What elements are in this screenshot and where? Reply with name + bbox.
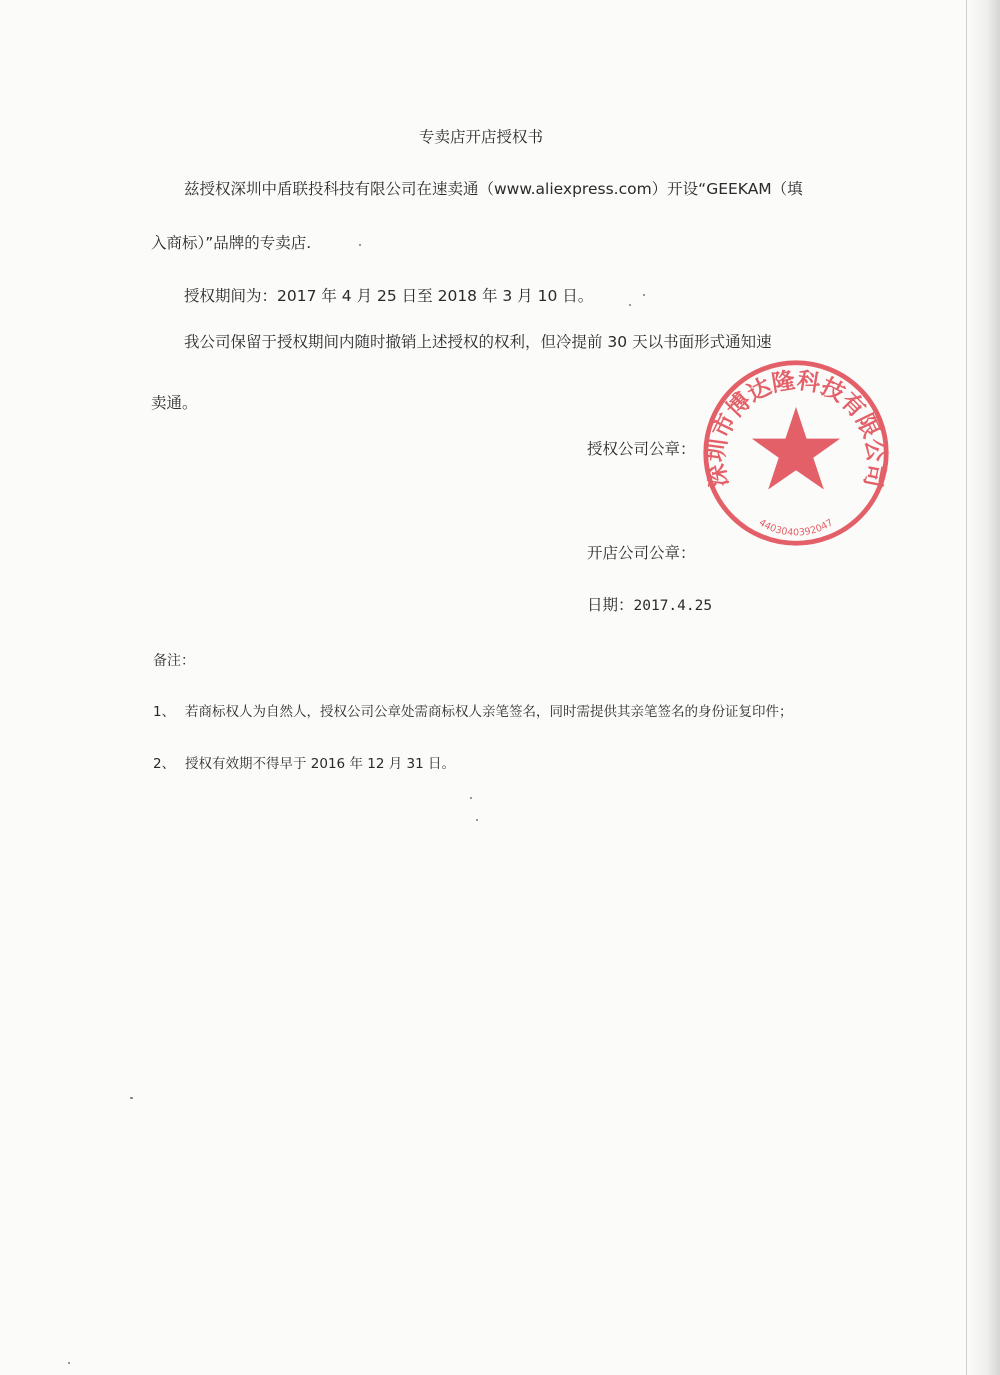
note-text: 授权有效期不得早于 2016 年 12 月 31 日。 [185, 756, 455, 772]
scan-speck [359, 244, 361, 246]
note-number: 1、 [153, 704, 176, 720]
authorizer-seal-label: 授权公司公章： [587, 440, 696, 458]
authorization-period: 授权期间为：2017 年 4 月 25 日至 2018 年 3 月 10 日。 [184, 287, 594, 305]
date-label: 日期： [587, 596, 634, 614]
note-item [153, 754, 455, 774]
svg-text:4403040392047 [757, 517, 835, 538]
scan-edge-line [966, 0, 967, 1375]
scan-speck [68, 1362, 70, 1364]
revocation-paragraph-line-2: 卖通。 [151, 394, 198, 412]
note-text: 若商标权人为自然人，授权公司公章处需商标权人亲笔签名，同时需提供其亲笔签名的身份证复印件； [185, 704, 793, 720]
note-number: 2、 [153, 756, 176, 772]
scan-speck [476, 819, 478, 821]
scan-speck [470, 797, 472, 799]
seal-star-icon [752, 407, 840, 490]
date-line [587, 595, 712, 616]
note-item [153, 702, 793, 722]
authorization-paragraph-line-2: 入商标）”品牌的专卖店. [151, 234, 312, 252]
document-title: 专卖店开店授权书 [419, 128, 544, 146]
scan-speck [643, 294, 645, 296]
notes-heading: 备注： [153, 653, 195, 669]
seal-company-name: 深圳市博达隆科技有限公司 [702, 366, 890, 490]
scan-speck [629, 304, 631, 306]
date-value: 2017.4.25 [633, 598, 713, 614]
revocation-paragraph-line-1: 我公司保留于授权期间内随时撤销上述授权的权利，但冷提前 30 天以书面形式通知速 [184, 333, 772, 351]
scan-edge-shadow [966, 0, 1000, 1375]
authorization-paragraph-line-1: 兹授权深圳中盾联投科技有限公司在速卖通（www.aliexpress.com）开设“GEEKAM（填 [184, 180, 803, 198]
scan-speck [130, 1097, 133, 1099]
company-seal [700, 357, 892, 549]
seal-serial-number: 4403040392047 [756, 517, 836, 539]
shop-seal-label: 开店公司公章： [587, 544, 696, 562]
